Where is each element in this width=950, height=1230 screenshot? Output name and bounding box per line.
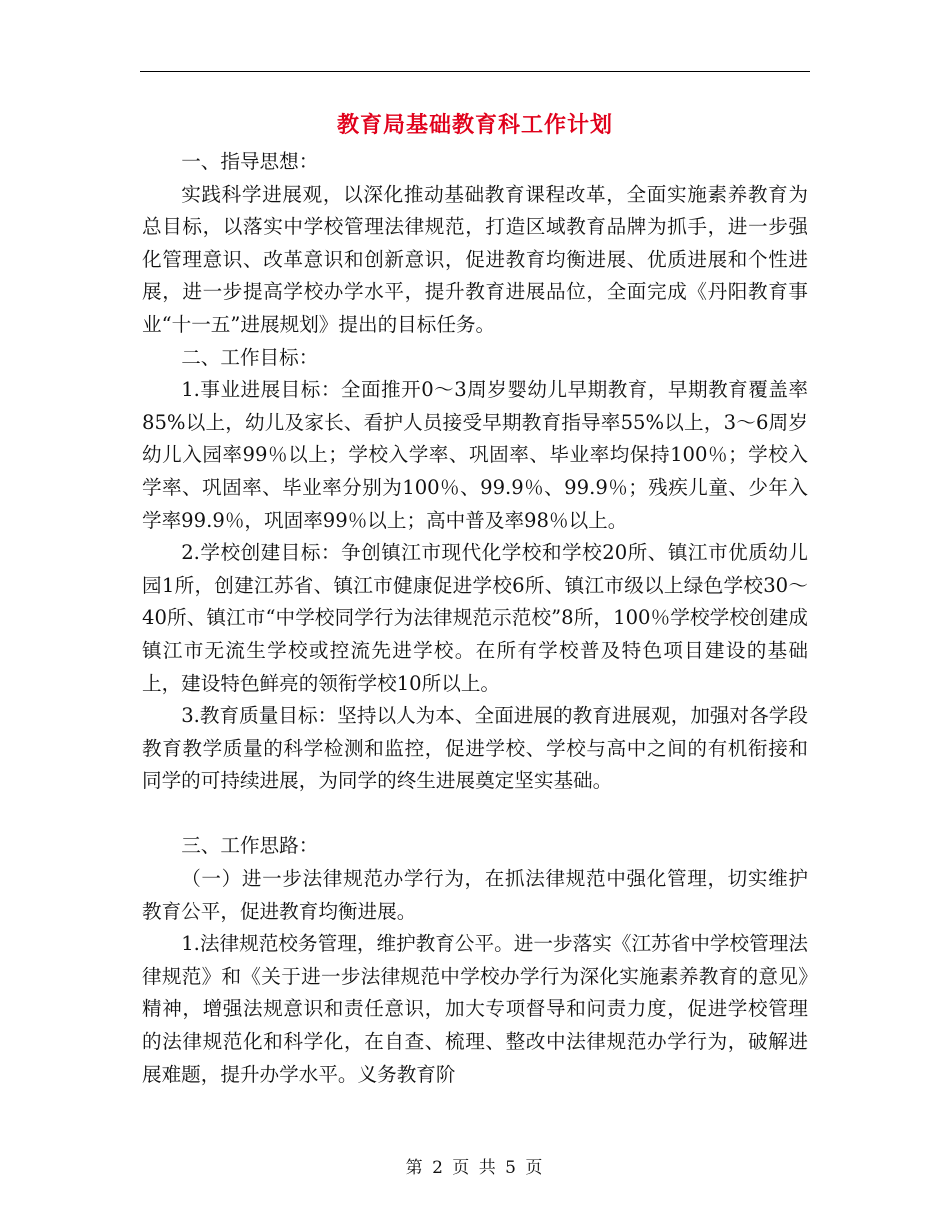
body-paragraph: （一）进一步法律规范办学行为，在抓法律规范中强化管理，切实维护教育公平，促进教育均衡进展。 [142, 867, 808, 923]
section-heading: 二、工作目标： [181, 345, 319, 369]
body-paragraph: 实践科学进展观，以深化推动基础教育课程改革，全面实施素养教育为总目标，以落实中学校管理法律规范，打造区域教育品牌为抓手，进一步强化管理意识、改革意识和创新意识，促进教育均衡进展、优质进展和个性进展，进一步提高学校办学水平，提升教育进展品位，全面完成《丹阳教育事业“十一五”进展规划》提出的目标任务。 [142, 182, 808, 336]
body-paragraph: 3.教育质量目标：坚持以人为本、全面进展的教育进展观，加强对各学段教育教学质量的科学检测和监控，促进学校、学校与高中之间的有机衔接和同学的可持续进展，为同学的终生进展奠定坚实基础。 [142, 704, 808, 793]
body-paragraph: 1.法律规范校务管理，维护教育公平。进一步落实《江苏省中学校管理法律规范》和《关于进一步法律规范中学校办学行为深化实施素养教育的意见》精神，增强法规意识和责任意识，加大专项督导和问责力度，促进学校管理的法律规范化和科学化，在自查、梳理、整改中法律规范办学行为，破解进展难题，提升办学水平。义务教育阶 [142, 932, 808, 1086]
page-number: 第 2 页 共 5 页 [405, 1158, 545, 1178]
document-title: 教育局基础教育科工作计划 [336, 113, 613, 138]
header-rule [140, 71, 810, 72]
section-heading: 三、工作思路： [181, 834, 319, 858]
body-paragraph: 2.学校创建目标：争创镇江市现代化学校和学校20所、镇江市优质幼儿园1所，创建江苏省、镇江市健康促进学校6所、镇江市级以上绿色学校30～40所、镇江市“中学校同学行为法律规范示范校”8所，100％学校学校创建成镇江市无流生学校或控流先进学校。在所有学校普及特色项目建设的基础上，建设特色鲜亮的领衔学校10所以上。 [142, 541, 808, 695]
body-paragraph: 1.事业进展目标：全面推开0～3周岁婴幼儿早期教育，早期教育覆盖率85%以上，幼儿及家长、看护人员接受早期教育指导率55%以上，3～6周岁幼儿入园率99％以上；学校入学率、巩固率、毕业率均保持100％；学校入学率、巩固率、毕业率分别为100％、99.9％、99.9％；残疾儿童、少年入学率99.9％，巩固率99％以上；高中普及率98％以上。 [142, 378, 808, 532]
document-body [142, 146, 808, 1091]
section-heading: 一、指导思想： [181, 150, 319, 173]
